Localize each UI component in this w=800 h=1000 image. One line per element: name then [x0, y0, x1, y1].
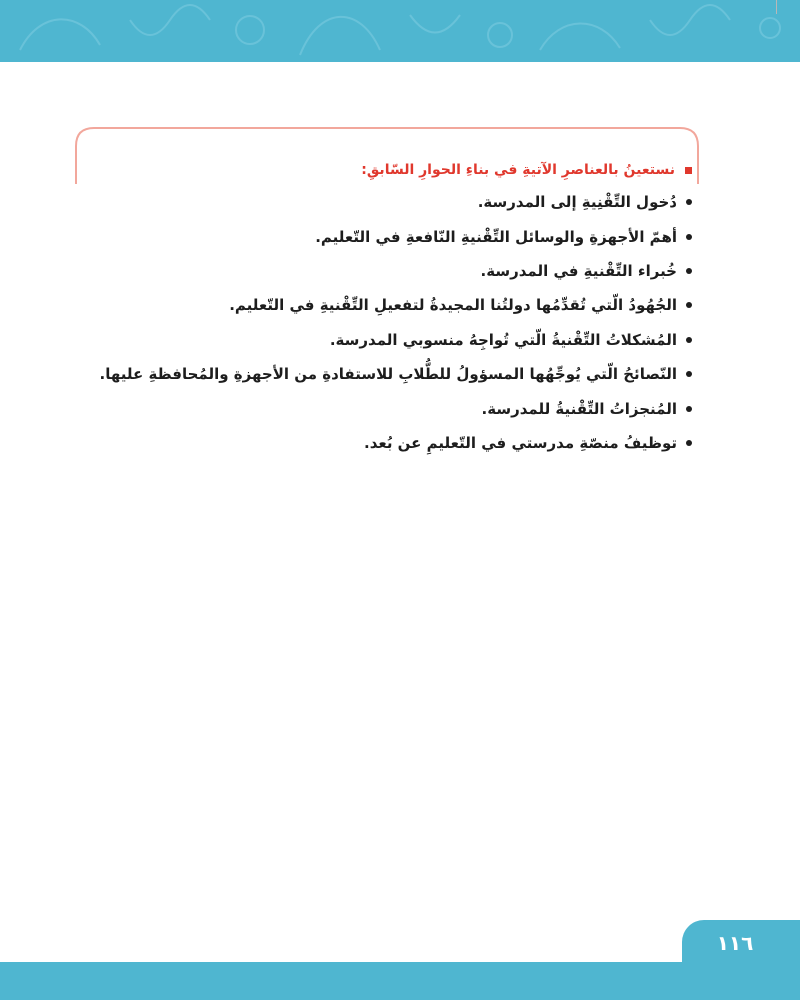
page-number: ١١٦ [716, 931, 754, 955]
list-item [52, 288, 692, 322]
list-item [52, 391, 692, 425]
list-item [52, 219, 692, 253]
decorative-pattern-icon [0, 0, 800, 62]
discussion-elements [52, 155, 692, 460]
header-band [0, 0, 800, 62]
list-item-text: النّصائحُ الّتي يُوجِّهُها المسؤولُ للطُّلابِ للاستفادةِ من الأجهزةِ والمُحافظةِ عليها. [99, 365, 677, 384]
elements-list [52, 185, 692, 460]
round-bullet-icon [686, 406, 692, 412]
list-item [52, 254, 692, 288]
round-bullet-icon [686, 268, 692, 274]
list-item-text: أهمّ الأجهزةِ والوسائل التِّقْنيةِ النّافعةِ في التّعليم. [315, 227, 677, 246]
section-heading-text: نستعينُ بالعناصرِ الآتيةِ في بناءِ الحوارِ السّابقِ: [361, 162, 675, 178]
list-item-text: دُخول التِّقْنِيةِ إلى المدرسة. [477, 193, 677, 212]
list-item-text: المُنجزاتُ التِّقْنيةُ للمدرسة. [481, 399, 677, 418]
list-item [52, 357, 692, 391]
list-item [52, 426, 692, 460]
round-bullet-icon [686, 371, 692, 377]
square-bullet-icon [685, 167, 692, 174]
list-item-text: توظيفُ منصّةِ مدرستي في التّعليمِ عن بُعد. [364, 433, 677, 452]
round-bullet-icon [686, 440, 692, 446]
section-heading [52, 155, 692, 185]
list-item [52, 185, 692, 219]
round-bullet-icon [686, 234, 692, 240]
list-item-text: المُشكلاتُ التِّقْنيةُ الّتي تُواجِهُ منسوبي المدرسة. [329, 330, 677, 349]
round-bullet-icon [686, 302, 692, 308]
list-item-text: خُبراء التِّقْنيةِ في المدرسة. [480, 261, 677, 280]
footer-band [0, 962, 800, 1000]
list-item-text: الجُهُودُ الّتي تُقدِّمُها دولتُنا المجيدةُ لتفعيلِ التِّقْنيةِ في التّعليم. [229, 296, 677, 315]
round-bullet-icon [686, 337, 692, 343]
crop-mark [776, 0, 777, 14]
round-bullet-icon [686, 199, 692, 205]
list-item [52, 323, 692, 357]
